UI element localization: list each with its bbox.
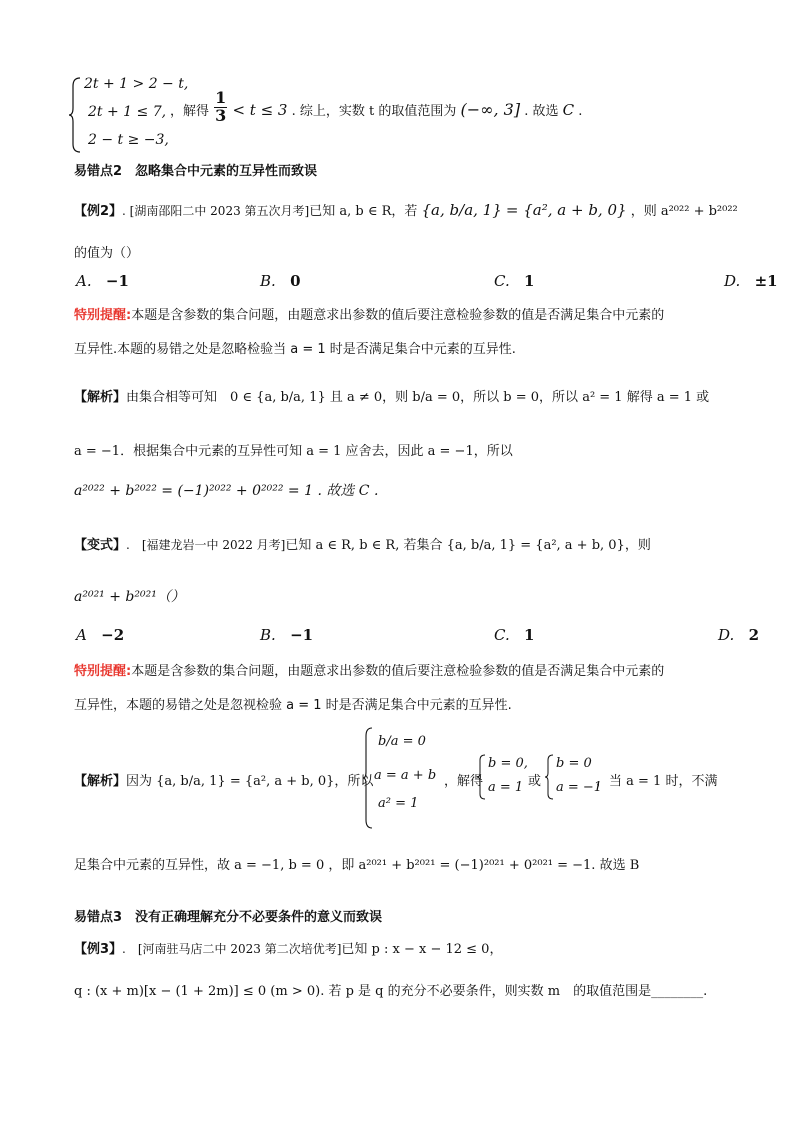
example2-set-right: = {a², a + b, 0} (505, 201, 627, 219)
variant-source: . [福建龙岩一中 2022 月考] (126, 538, 286, 552)
solution2-case2 (544, 754, 604, 800)
solution2-because-text: 因为 {a, b/a, 1} = {a², a + b, 0}，所以 (126, 774, 374, 789)
solve-prefix: ，解得 (170, 103, 210, 119)
example3-source: . [河南驻马店二中 2023 第二次培优考] (122, 942, 342, 956)
solution1-label: 【解析】 (74, 390, 127, 405)
option-value: −2 (101, 626, 125, 644)
left-brace (544, 754, 554, 800)
frac-den: 3 (215, 105, 227, 125)
tip1-text: 本题是含参数的集合问题，由题意求出参数的值后要注意检验参数的值是否满足集合中元素的 (131, 308, 665, 323)
example2-stem (74, 200, 738, 219)
option-letter: C. (494, 272, 510, 290)
option-value: ±1 (754, 272, 778, 290)
option-value: 1 (524, 626, 535, 644)
system-line-1: 2t + 1 > 2 − t, (84, 76, 189, 92)
solution2-solve: ，解得 (444, 774, 484, 789)
solution2-label: 【解析】 (74, 774, 127, 789)
system-eq-3: a² = 1 (378, 796, 419, 811)
tip1-label: 特别提醒: (74, 308, 132, 323)
solve-range: < t ≤ 3 (232, 100, 288, 119)
conclusion-text: . 综上，实数 t 的取值范围为 (291, 103, 457, 119)
solution2-tail: ，当 a = 1 时，不满 (596, 774, 718, 789)
left-brace (68, 76, 82, 154)
case2-b: b = 0 (556, 756, 592, 771)
option-letter: B. (260, 272, 276, 290)
variant-option-c[interactable] (494, 626, 534, 644)
solution1-line3: a²⁰²² + b²⁰²² = (−1)²⁰²² + 0²⁰²² = 1 . 故选 C . (74, 483, 379, 499)
choose-letter: C (562, 100, 575, 119)
variant-expression: a²⁰²¹ + b²⁰²¹（） (74, 589, 185, 605)
system-eq-2: a = a + b (374, 768, 437, 783)
option-letter: A. (76, 272, 92, 290)
tip1-line2: 互异性.本题的易错之处是忽略检验当 a = 1 时是否满足集合中元素的互异性. (74, 342, 516, 357)
interval-value: (−∞, 3] (460, 99, 521, 119)
ex2-option-b[interactable] (260, 272, 301, 290)
option-letter: D. (718, 626, 735, 644)
option-letter: C. (494, 626, 510, 644)
solution1-line1 (74, 386, 709, 405)
solution1-line2: a = −1．根据集合中元素的互异性可知 a = 1 应舍去，因此 a = −1，所以 (74, 444, 513, 459)
tip2-line2: 互异性，本题的易错之处是忽视检验 a = 1 时是否满足集合中元素的互异性. (74, 698, 512, 713)
variant-stem (74, 534, 651, 553)
tip2-line1 (74, 660, 664, 679)
variant-label: 【变式】 (74, 538, 127, 553)
ex2-option-c[interactable] (494, 272, 534, 290)
case2-a: a = −1 (556, 780, 603, 795)
sentence-end: . (578, 103, 583, 119)
point3-heading: 易错点3 没有正确理解充分不必要条件的意义而致误 (74, 910, 383, 925)
variant-option-d[interactable] (718, 626, 759, 644)
option-value: 2 (748, 626, 760, 644)
example2-stem-a: 已知 a, b ∈ R，若 (309, 204, 418, 219)
example3-stem-a: 已知 p : x − x − 12 ≤ 0， (341, 942, 503, 957)
tip2-label: 特别提醒: (74, 664, 132, 679)
variant-text: 已知 a ∈ R, b ∈ R, 若集合 {a, b/a, 1} = {a², a + b, 0}，则 (285, 538, 651, 553)
option-value: −1 (105, 272, 129, 290)
option-value: −1 (290, 626, 314, 644)
variant-option-a[interactable] (76, 626, 124, 644)
solution2-system (362, 726, 442, 830)
solution2-case1 (476, 754, 528, 800)
left-brace (476, 754, 486, 800)
fraction-one-third (214, 90, 227, 125)
option-value: 1 (524, 272, 535, 290)
solution1-text: 由集合相等可知 0 ∈ {a, b/a, 1} 且 a ≠ 0，则 b/a = 0，所以 b = 0，所以 a² = 1 解得 a = 1 或 (126, 390, 710, 405)
system-line-2: 2t + 1 ≤ 7, (88, 104, 167, 120)
example2-question: 的值为（） (74, 246, 140, 261)
variant-option-b[interactable] (260, 626, 313, 644)
ex2-option-a[interactable] (76, 272, 129, 290)
choose-text: . 故选 (524, 103, 559, 119)
option-letter: B. (260, 626, 276, 644)
solution2-last: 足集合中元素的互异性，故 a = −1, b = 0 ，即 a²⁰²¹ + b²⁰²¹ = (−1)²⁰²¹ + 0²⁰²¹ = −1. 故选 B (74, 858, 640, 873)
left-brace (362, 726, 374, 830)
or-text: 或 (528, 774, 542, 789)
case1-b: b = 0, (488, 756, 528, 771)
option-value: 0 (290, 272, 301, 290)
system-eq-1: b/a = 0 (378, 734, 426, 749)
ex2-option-d[interactable] (724, 272, 778, 290)
system-line-3: 2 − t ≥ −3, (88, 132, 169, 148)
solution-sentence (170, 88, 583, 125)
case1-a: a = 1 (488, 780, 524, 795)
option-letter: A (76, 626, 87, 644)
solution2-because (74, 770, 373, 789)
tip2-text: 本题是含参数的集合问题，由题意求出参数的值后要注意检验参数的值是否满足集合中元素的 (131, 664, 665, 679)
example3-label: 【例3】 (74, 942, 123, 957)
tip1-line1 (74, 304, 664, 323)
top-system (68, 76, 189, 154)
example2-label: 【例2】 (74, 204, 123, 219)
example3-stem (74, 938, 502, 957)
example2-source: . [湖南邵阳二中 2023 第五次月考] (122, 204, 310, 218)
example3-line2: q : (x + m)[x − (1 + 2m)] ≤ 0 (m > 0). 若 p 是 q 的充分不必要条件，则实数 m 的取值范围是________. (74, 984, 708, 999)
option-letter: D. (724, 272, 741, 290)
example2-set-left: {a, b/a, 1} (421, 201, 502, 219)
example2-stem-b: ，则 a²⁰²² + b²⁰²² (630, 204, 738, 219)
point2-heading: 易错点2 忽略集合中元素的互异性而致误 (74, 164, 318, 179)
frac-num: 1 (215, 88, 227, 107)
